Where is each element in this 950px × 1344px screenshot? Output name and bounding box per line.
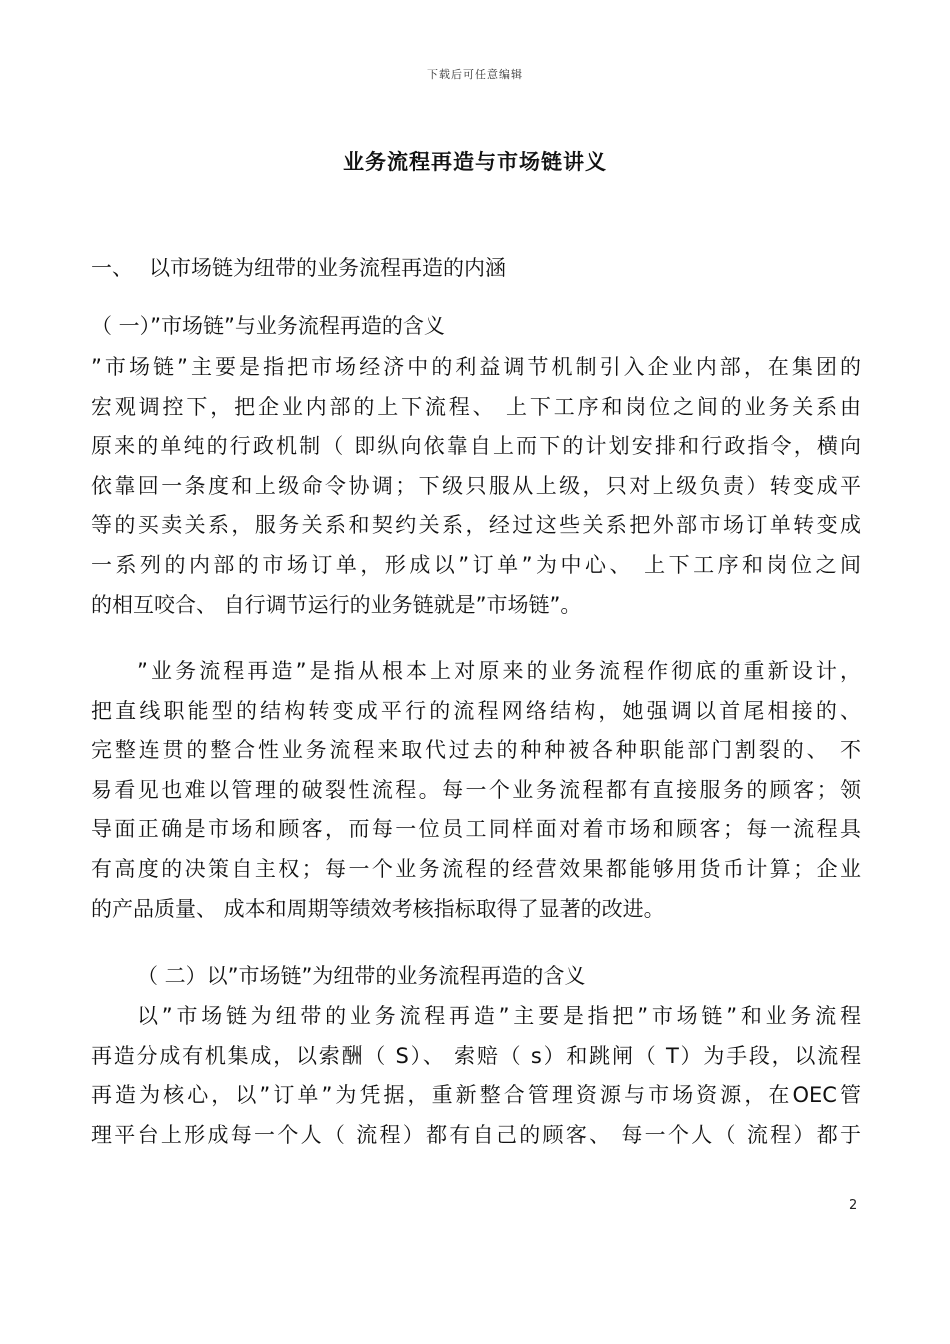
text-line: 等的买卖关系，服务关系和契约关系，经过这些关系把外部市场订单转变成 bbox=[91, 513, 861, 538]
text-line: 宏观调控下，把企业内部的上下流程、 上下工序和岗位之间的业务关系由 bbox=[91, 394, 861, 419]
text-line: 原来的单纯的行政机制（ 即纵向依靠自上而下的计划安排和行政指令，横向 bbox=[91, 434, 861, 459]
text-line: 把直线职能型的结构转变成平行的流程网络结构，她强调以首尾相接的、 bbox=[91, 698, 861, 723]
text-line: 完整连贯的整合性业务流程来取代过去的种种被各种职能部门割裂的、 不 bbox=[91, 738, 861, 763]
text-line: 有高度的决策自主权；每一个业务流程的经营效果都能够用货币计算；企业 bbox=[91, 856, 861, 881]
paragraph-process-reengineering bbox=[91, 652, 861, 929]
text-line: 易看见也难以管理的破裂性流程。每一个业务流程都有直接服务的顾客；领 bbox=[91, 777, 861, 802]
header-note: 下载后可任意编辑 bbox=[427, 68, 523, 81]
text-line: 再造为核心，以”订单”为凭据，重新整合管理资源与市场资源，在OEC管 bbox=[91, 1083, 861, 1108]
page-number: 2 bbox=[849, 1198, 858, 1213]
text-line: 理平台上形成每一个人（ 流程）都有自己的顾客、 每一个人（ 流程）都于 bbox=[91, 1122, 861, 1147]
paragraph-market-chain-reengineering bbox=[91, 997, 861, 1155]
text-line: 一系列的内部的市场订单，形成以”订单”为中心、 上下工序和岗位之间 bbox=[91, 552, 861, 577]
section-heading bbox=[91, 252, 506, 282]
paragraph-market-chain bbox=[91, 348, 861, 625]
text-line: ”业务流程再造”是指从根本上对原来的业务流程作彻底的重新设计， bbox=[137, 659, 861, 683]
subsection-heading-1: （ 一）”市场链”与业务流程再造的含义 bbox=[91, 314, 445, 338]
text-line: 依靠回一条度和上级命令协调；下级只服从上级，只对上级负责）转变成平 bbox=[91, 473, 861, 498]
text-line: 的相互咬合、 自行调节运行的业务链就是”市场链”。 bbox=[91, 592, 582, 617]
section-title: 以市场链为纽带的业务流程再造的内涵 bbox=[149, 256, 506, 280]
subsection-heading-2: （ 二）以”市场链”为纽带的业务流程再造的含义 bbox=[137, 964, 586, 988]
text-line: 的产品质量、 成本和周期等绩效考核指标取得了显著的改进。 bbox=[91, 896, 665, 921]
subsection-heading-2-wrap bbox=[91, 957, 861, 997]
text-line: 再造分成有机集成，以索酬（ S）、 索赔（ s）和跳闸（ T）为手段，以流程 bbox=[91, 1043, 861, 1068]
section-number: 一、 bbox=[91, 256, 133, 280]
text-line: 以”市场链为纽带的业务流程再造”主要是指把”市场链”和业务流程 bbox=[137, 1004, 861, 1028]
document-title: 业务流程再造与市场链讲义 bbox=[343, 150, 607, 174]
text-line: 导面正确是市场和顾客，而每一位员工同样面对着市场和顾客；每一流程具 bbox=[91, 817, 861, 842]
text-line: ”市场链”主要是指把市场经济中的利益调节机制引入企业内部，在集团的 bbox=[91, 355, 861, 379]
